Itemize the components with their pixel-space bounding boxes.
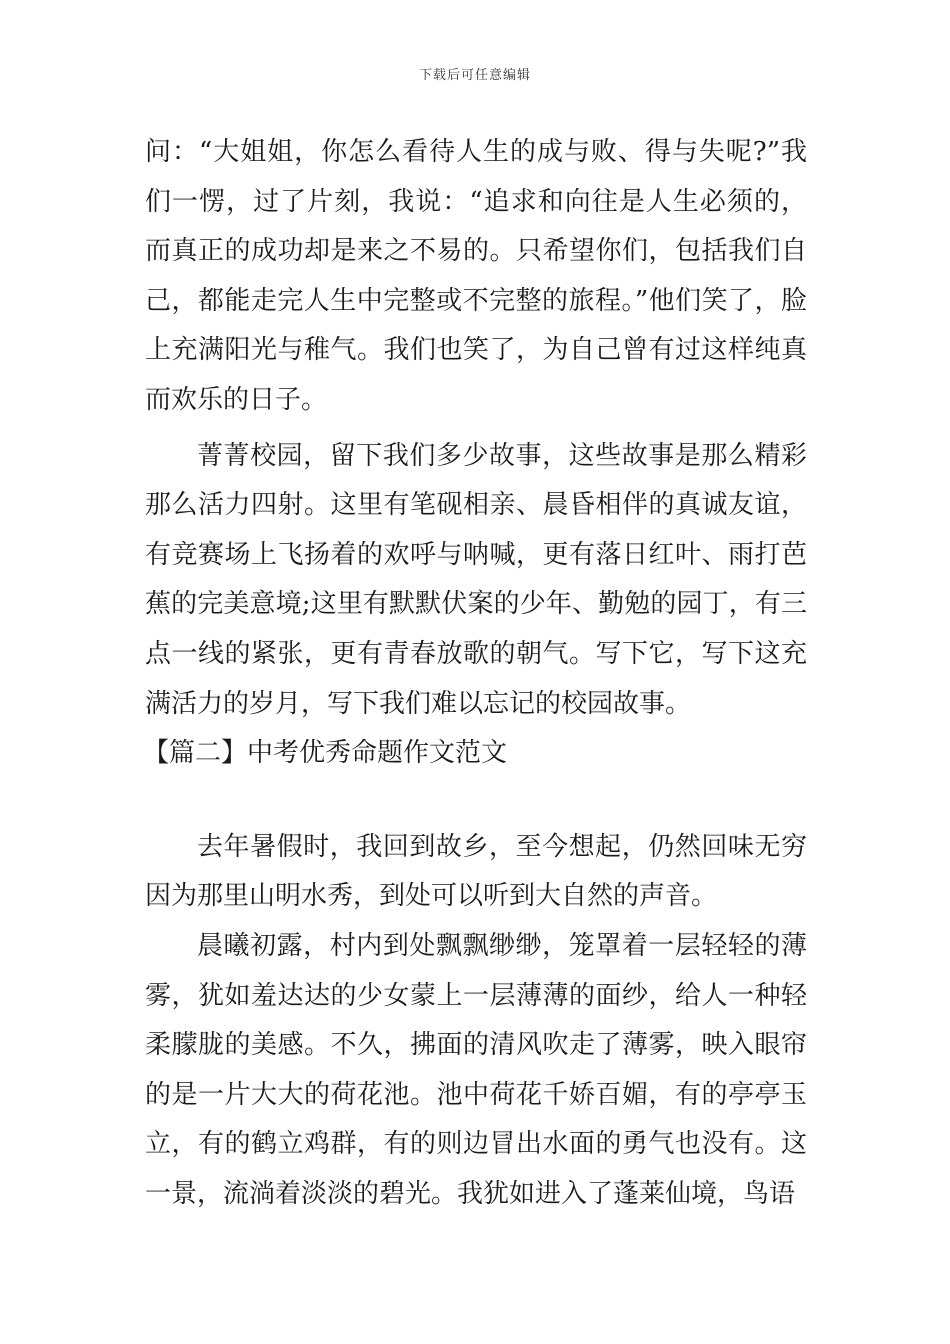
paragraph-4: 晨曦初露，村内到处飘飘缈缈，笼罩着一层轻轻的薄雾，犹如羞达达的少女蒙上一层薄薄的面纱，给人一种轻柔朦胧的美感。不久，拂面的清风吹走了薄雾，映入眼帘的是一片大大的荷花池。池中荷花千娇百媚，有的亭亭玉立，有的鹤立鸡群，有的则边冒出水面的勇气也没有。这一景，流淌着淡淡的碧光。我犹如进入了蓬莱仙境，鸟语 bbox=[145, 930, 807, 1209]
paragraph-2: 菁菁校园，留下我们多少故事，这些故事是那么精彩那么活力四射。这里有笔砚相亲、晨昏相伴的真诚友谊，有竞赛场上飞扬着的欢呼与呐喊，更有落日红叶、雨打芭蕉的完美意境;这里有默默伏案的少年、勤勉的园丁，有三点一线的紧张，更有青春放歌的朝气。写下它，写下这充满活力的岁月，写下我们难以忘记的校园故事。 bbox=[145, 440, 807, 719]
paragraph-1: 问：“大姐姐，你怎么看待人生的成与败、得与失呢?”我们一愣，过了片刻，我说：“追求和向往是人生必须的，而真正的成功却是来之不易的。只希望你们，包括我们自己，都能走完人生中完整或不完整的旅程。”他们笑了，脸上充满阳光与稚气。我们也笑了，为自己曾有过这样纯真而欢乐的日子。 bbox=[145, 137, 807, 415]
document-body bbox=[145, 128, 807, 1219]
section-heading: 【篇二】中考优秀命题作文范文 bbox=[143, 738, 508, 769]
page-header: 下载后可任意编辑 bbox=[418, 68, 531, 83]
section-spacer bbox=[145, 779, 807, 823]
paragraph-3: 去年暑假时，我回到故乡，至今想起，仍然回味无穷因为那里山明水秀，到处可以听到大自然的声音。 bbox=[145, 831, 807, 912]
